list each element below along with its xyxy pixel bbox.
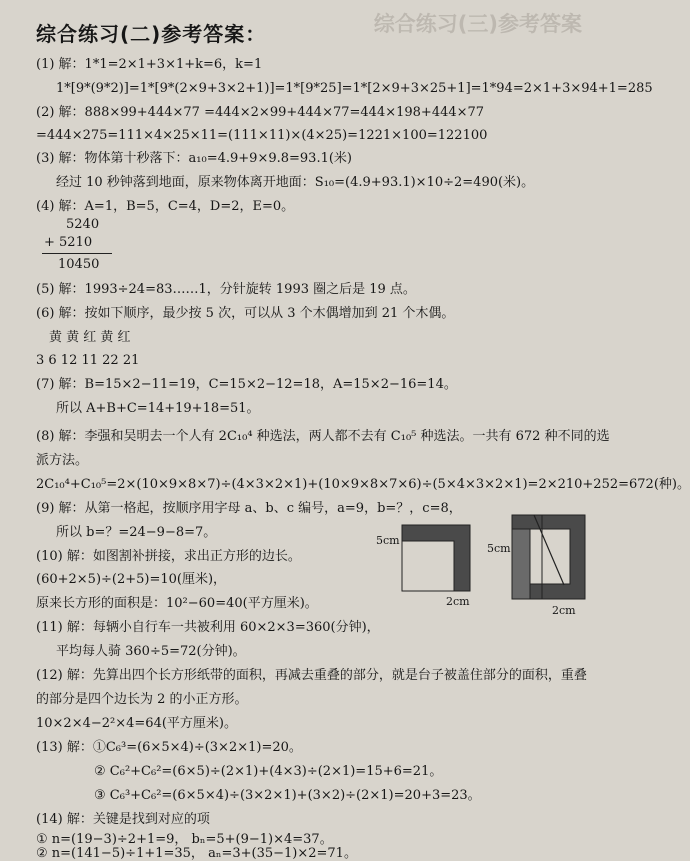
answer-6: (6) 解：按如下顺序，最少按 5 次，可以从 3 个木偶增加到 21 个木偶。	[36, 306, 455, 321]
answer-9-line-2: 所以 b=？=24−9−8=7。	[56, 525, 217, 540]
addition-rule	[42, 253, 112, 254]
left-figure-side-label: 5cm	[376, 534, 400, 547]
bleed-through-title: 综合练习(三)参考答案	[373, 12, 582, 36]
answer-4-line-1: (4) 解：A=1，B=5，C=4，D=2，E=0。	[36, 199, 295, 214]
right-figure-side-label: 5cm	[487, 542, 511, 555]
left-figure-bottom-label: 2cm	[446, 595, 470, 608]
answer-13-line-1: (13) 解：①C₆³=(6×5×4)÷(3×2×1)=20。	[36, 740, 302, 755]
l-shape-figure	[402, 525, 472, 593]
answer-6-colors: 黄 黄 红 黄 红	[49, 330, 131, 345]
answer-11-line-2: 平均每人骑 360÷5=72(分钟)。	[56, 644, 246, 659]
addition-result: 10450	[58, 257, 100, 272]
cut-square-figure	[512, 515, 587, 601]
answer-13-line-2: ② C₆²+C₆²=(6×5)÷(2×1)+(4×3)÷(2×1)=15+6=21。	[94, 764, 443, 779]
answer-5: (5) 解：1993÷24=83……1，分针旋转 1993 圈之后是 19 点。	[36, 282, 416, 297]
answer-3-line-1: (3) 解：物体第十秒落下：a₁₀=4.9+9×9.8=93.1(米)	[36, 151, 352, 166]
answer-7-line-2: 所以 A+B+C=14+19+18=51。	[56, 401, 260, 416]
right-figure-bottom-label: 2cm	[552, 604, 576, 617]
answer-2-line-1: (2) 解：888×99+444×77 =444×2×99+444×77=444×198+444×77	[36, 105, 485, 120]
answer-8-line-1: (8) 解：李强和吴明去一个人有 2C₁₀⁴ 种选法，两人都不去有 C₁₀⁵ 种选法。一共有 672 种不同的选	[36, 429, 610, 444]
answer-9-line-1: (9) 解：从第一格起，按顺序用字母 a、b、c 编号，a=9，b=？，c=8，	[36, 501, 462, 516]
answer-13-line-3: ③ C₆³+C₆²=(6×5×4)÷(3×2×1)+(3×2)÷(2×1)=20+3=23。	[94, 788, 481, 803]
answer-10-line-3: 原来长方形的面积是：10²−60=40(平方厘米)。	[36, 596, 318, 611]
answer-10-line-2: (60+2×5)÷(2+5)=10(厘米)，	[36, 572, 227, 587]
answer-12-line-1: (12) 解：先算出四个长方形纸带的面积，再减去重叠的部分，就是台子被盖住部分的面积，重叠	[36, 668, 587, 683]
answer-6-counts: 3 6 12 11 22 21	[36, 353, 140, 368]
answer-11-line-1: (11) 解：每辆小自行车一共被利用 60×2×3=360(分钟)，	[36, 620, 380, 635]
answer-12-formula: 10×2×4−2²×4=64(平方厘米)。	[36, 716, 237, 731]
answer-1-line-2: 1*[9*(9*2)]=1*[9*(2×9+3×2+1)]=1*[9*25]=1*[2×9+3×25+1]=1*94=2×1+3×94+1=285	[56, 81, 653, 96]
answer-10-line-1: (10) 解：如图割补拼接，求出正方形的边长。	[36, 549, 301, 564]
answer-14-line-3: ② n=(141−5)÷1+1=35， aₙ=3+(35−1)×2=71。	[36, 846, 357, 861]
answer-3-line-2: 经过 10 秒钟落到地面，原来物体离开地面：S₁₀=(4.9+93.1)×10÷2=490(米)。	[56, 175, 535, 190]
answer-12-line-2: 的部分是四个边长为 2 的小正方形。	[36, 692, 248, 707]
answer-7-line-1: (7) 解：B=15×2−11=19，C=15×2−12=18，A=15×2−16=14。	[36, 377, 457, 392]
answer-2-line-2: =444×275=111×4×25×11=(111×11)×(4×25)=1221×100=122100	[36, 128, 488, 143]
answer-14-line-2: ① n=(19−3)÷2+1=9， bₙ=5+(9−1)×4=37。	[36, 832, 333, 847]
addition-middle: + 5210	[44, 235, 93, 250]
answer-14-line-1: (14) 解：关键是找到对应的项	[36, 812, 210, 827]
answer-8-line-2: 派方法。	[36, 453, 89, 468]
answer-8-formula: 2C₁₀⁴+C₁₀⁵=2×(10×9×8×7)÷(4×3×2×1)+(10×9×8×7×6)÷(5×4×3×2×1)=2×210+252=672(种)。	[36, 477, 690, 492]
answer-1-line-1: (1) 解：1*1=2×1+3×1+k=6，k=1	[36, 57, 263, 72]
page-title: 综合练习(二)参考答案：	[36, 22, 267, 46]
addition-top: 5240	[66, 217, 100, 232]
